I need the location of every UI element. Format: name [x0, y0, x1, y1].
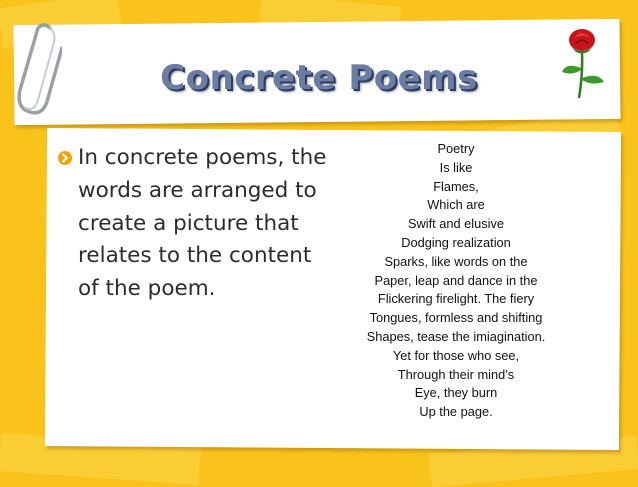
paperclip-icon — [10, 20, 62, 130]
slide-title: Concrete Poems — [160, 58, 478, 98]
poem-line: Eye, they burn — [414, 385, 498, 401]
poem-line: Tongues, formless and shifting — [369, 310, 543, 326]
poem-line: Is like — [439, 159, 473, 175]
rose-icon — [552, 22, 616, 102]
poem-line: Flames, — [433, 178, 479, 194]
poem-line: Flickering firelight. The fiery — [377, 291, 535, 307]
bullet-text: In concrete poems, the words are arranged to create a picture that relates to the content of the poem. — [78, 145, 327, 302]
poem-line: Poetry — [437, 141, 475, 156]
poem-line: Dodging realization — [401, 234, 511, 250]
poem-line: Up the page. — [419, 404, 493, 420]
poem-line: Through their mind’s — [397, 366, 515, 382]
arrow-circle-bullet-icon — [57, 150, 73, 166]
poem-line: Yet for those who see, — [392, 347, 520, 363]
poem-line: Which are — [427, 197, 485, 213]
poem-line: Swift and elusive — [407, 216, 505, 232]
poem-line: Shapes, tease the imiagination. — [366, 328, 546, 344]
poem-line: Paper, leap and dance in the — [374, 272, 538, 288]
concrete-poem — [350, 140, 562, 422]
poem-line: Sparks, like words on the — [384, 253, 528, 269]
